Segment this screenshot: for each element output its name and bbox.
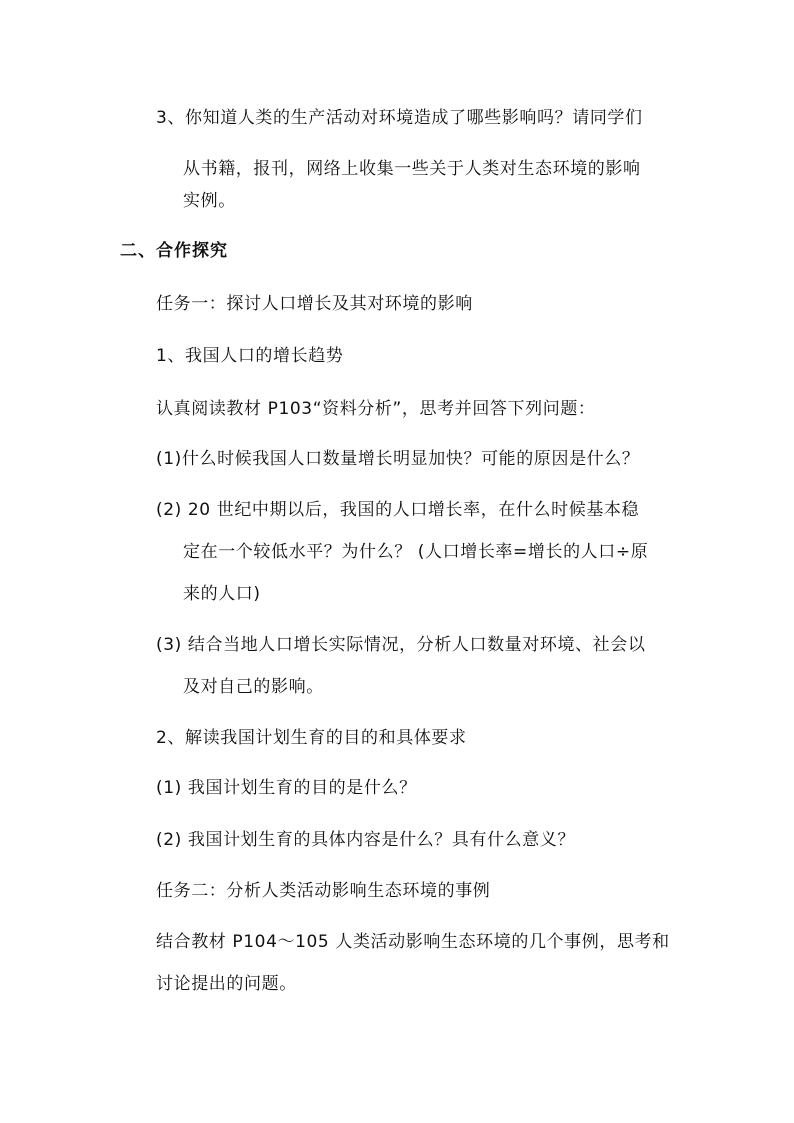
task-2-instruction-line-1: 结合教材 P104～105 人类活动影响生态环境的几个事例，思考和 <box>156 932 670 952</box>
task-2-instruction-line-2: 讨论提出的问题。 <box>156 974 297 994</box>
question-1-2-line-1: (2) 20 世纪中期以后，我国的人口增长率，在什么时候基本稳 <box>156 500 640 520</box>
question-1-3-line-1: (3) 结合当地人口增长实际情况，分析人口数量对环境、社会以 <box>156 635 646 655</box>
question-1-2-line-3: 来的人口) <box>183 584 261 604</box>
task-2-title: 任务二：分析人类活动影响生态环境的事例 <box>156 881 491 901</box>
question-2-1: (1) 我国计划生育的目的是什么？ <box>156 778 417 798</box>
task-1-subtitle-1: 1、我国人口的增长趋势 <box>156 346 344 366</box>
task-1-instruction: 认真阅读教材 P103“资料分析”，思考并回答下列问题： <box>156 399 596 419</box>
question-2-2: (2) 我国计划生育的具体内容是什么？具有什么意义？ <box>156 830 576 850</box>
item-3-line-3: 实例。 <box>183 191 236 211</box>
item-3-line-1: 3、你知道人类的生产活动对环境造成了哪些影响吗？请同学们 <box>156 108 643 128</box>
question-1-2-line-2: 定在一个较低水平？为什么？ (人口增长率=增长的人口÷原 <box>183 542 649 562</box>
task-1-subtitle-2: 2、解读我国计划生育的目的和具体要求 <box>156 728 467 748</box>
question-1-3-line-2: 及对自己的影响。 <box>183 677 324 697</box>
section-2-heading: 二、合作探究 <box>120 241 228 261</box>
task-1-title: 任务一：探讨人口增长及其对环境的影响 <box>156 294 473 314</box>
item-3-line-2: 从书籍，报刊，网络上收集一些关于人类对生态环境的影响 <box>183 159 641 179</box>
question-1-1: (1)什么时候我国人口数量增长明显加快？可能的原因是什么？ <box>156 449 640 469</box>
